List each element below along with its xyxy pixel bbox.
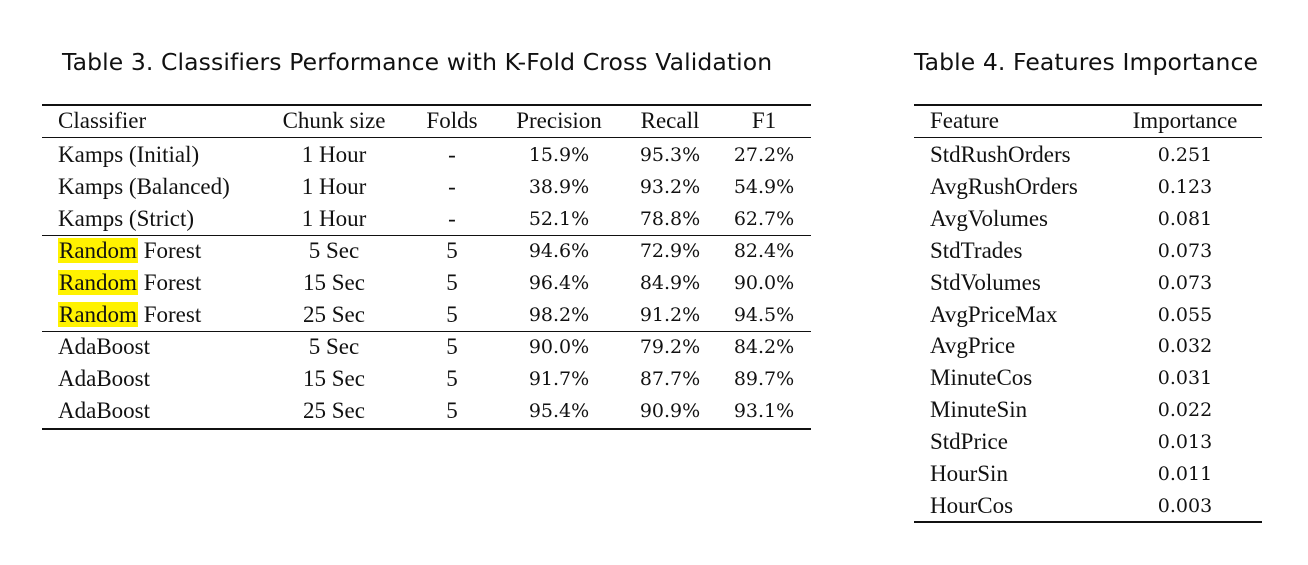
- precision-cell: 91.7%: [528, 368, 590, 391]
- folds-cell: 5: [446, 334, 458, 360]
- table3-bottom-rule: [42, 428, 811, 430]
- feature-cell: StdTrades: [930, 237, 1023, 263]
- precision-cell: 38.9%: [528, 175, 590, 198]
- table3-header-rule: [42, 137, 811, 138]
- classifier-cell: [58, 267, 201, 299]
- table3: [42, 104, 811, 430]
- folds-cell: 5: [446, 398, 458, 423]
- highlighted-text: Random: [59, 270, 137, 295]
- classifier-cell: [58, 299, 201, 331]
- table3-header-f1: F1: [751, 108, 777, 133]
- table3-header-classifier: Classifier: [58, 108, 147, 133]
- f1-cell: 82.4%: [733, 240, 795, 263]
- classifier-text: Forest: [137, 301, 202, 327]
- folds-cell: 5: [446, 301, 458, 327]
- folds-cell: -: [448, 142, 456, 167]
- f1-cell: 89.7%: [733, 368, 795, 391]
- chunk-size-cell: 25 Sec: [303, 398, 365, 423]
- chunk-size-cell: 15 Sec: [303, 366, 365, 392]
- importance-cell: 0.073: [1157, 271, 1213, 294]
- recall-cell: 91.2%: [639, 303, 701, 326]
- folds-cell: 5: [446, 366, 458, 392]
- classifier-text: Forest: [137, 270, 202, 295]
- chunk-size-cell: 15 Sec: [303, 270, 365, 295]
- recall-cell: 90.9%: [639, 400, 701, 422]
- feature-cell: AvgPrice: [930, 333, 1016, 359]
- importance-cell: 0.022: [1157, 399, 1213, 422]
- classifier-cell: Kamps (Strict): [58, 205, 195, 231]
- importance-cell: 0.003: [1157, 494, 1213, 517]
- feature-cell: MinuteSin: [930, 397, 1028, 423]
- precision-cell: 15.9%: [528, 144, 590, 166]
- importance-cell: 0.081: [1157, 207, 1213, 230]
- f1-cell: 27.2%: [733, 144, 795, 166]
- folds-cell: -: [448, 205, 456, 231]
- precision-cell: 52.1%: [528, 207, 590, 230]
- f1-cell: 54.9%: [733, 175, 795, 198]
- classifier-cell: [58, 235, 201, 267]
- table4-caption: Table 4. Features Importance: [914, 48, 1259, 76]
- f1-cell: 93.1%: [733, 400, 795, 422]
- recall-cell: 84.9%: [639, 272, 701, 294]
- feature-cell: StdVolumes: [930, 269, 1041, 295]
- table3-header-precision: Precision: [516, 108, 602, 133]
- importance-cell: 0.011: [1157, 463, 1213, 485]
- folds-cell: 5: [446, 270, 458, 295]
- f1-cell: 94.5%: [733, 303, 795, 326]
- folds-cell: -: [448, 173, 456, 199]
- table4-header-feature: Feature: [930, 108, 999, 133]
- f1-cell: 62.7%: [733, 207, 795, 230]
- importance-cell: 0.073: [1157, 239, 1213, 262]
- classifier-cell: AdaBoost: [58, 398, 150, 423]
- chunk-size-cell: 5 Sec: [308, 334, 360, 360]
- importance-cell: 0.031: [1157, 367, 1213, 390]
- classifier-cell: AdaBoost: [58, 366, 150, 392]
- classifier-text: Forest: [137, 238, 202, 264]
- highlighted-text: Random: [59, 238, 137, 264]
- table4-header-importance: Importance: [1132, 108, 1238, 133]
- table4-header-rule: [914, 137, 1262, 138]
- classifier-cell: Kamps (Initial): [58, 142, 200, 167]
- precision-cell: 94.6%: [528, 240, 590, 263]
- recall-cell: 87.7%: [639, 368, 701, 391]
- precision-cell: 98.2%: [528, 303, 590, 326]
- table3-header-chunk-size: Chunk size: [282, 108, 386, 133]
- table3-header-recall: Recall: [640, 108, 700, 133]
- recall-cell: 78.8%: [639, 207, 701, 230]
- feature-cell: StdRushOrders: [930, 142, 1071, 167]
- chunk-size-cell: 1 Hour: [301, 142, 367, 167]
- f1-cell: 84.2%: [733, 336, 795, 359]
- feature-cell: AvgPriceMax: [930, 301, 1058, 327]
- classifier-cell: AdaBoost: [58, 334, 150, 360]
- chunk-size-cell: 25 Sec: [303, 301, 365, 327]
- importance-cell: 0.123: [1157, 175, 1213, 198]
- chunk-size-cell: 1 Hour: [301, 205, 367, 231]
- recall-cell: 79.2%: [639, 336, 701, 359]
- importance-cell: 0.032: [1157, 335, 1213, 358]
- importance-cell: 0.055: [1157, 303, 1213, 326]
- precision-cell: 95.4%: [528, 400, 590, 422]
- precision-cell: 90.0%: [528, 336, 590, 359]
- feature-cell: AvgRushOrders: [930, 173, 1078, 199]
- table3-header-folds: Folds: [426, 108, 478, 133]
- recall-cell: 72.9%: [639, 240, 701, 263]
- table3-caption: Table 3. Classifiers Performance with K-Fold Cross Validation: [62, 48, 773, 76]
- highlighted-text: Random: [59, 301, 137, 327]
- feature-cell: HourSin: [930, 461, 1008, 486]
- folds-cell: 5: [446, 238, 458, 264]
- feature-cell: AvgVolumes: [930, 205, 1048, 231]
- importance-cell: 0.013: [1157, 431, 1213, 454]
- recall-cell: 93.2%: [639, 175, 701, 198]
- table4: [914, 104, 1262, 524]
- feature-cell: StdPrice: [930, 429, 1008, 455]
- importance-cell: 0.251: [1157, 144, 1213, 166]
- classifier-cell: Kamps (Balanced): [58, 173, 230, 199]
- precision-cell: 96.4%: [528, 272, 590, 294]
- recall-cell: 95.3%: [639, 144, 701, 166]
- chunk-size-cell: 1 Hour: [301, 173, 367, 199]
- feature-cell: HourCos: [930, 492, 1014, 518]
- feature-cell: MinuteCos: [930, 365, 1033, 391]
- f1-cell: 90.0%: [733, 272, 795, 294]
- chunk-size-cell: 5 Sec: [308, 238, 360, 264]
